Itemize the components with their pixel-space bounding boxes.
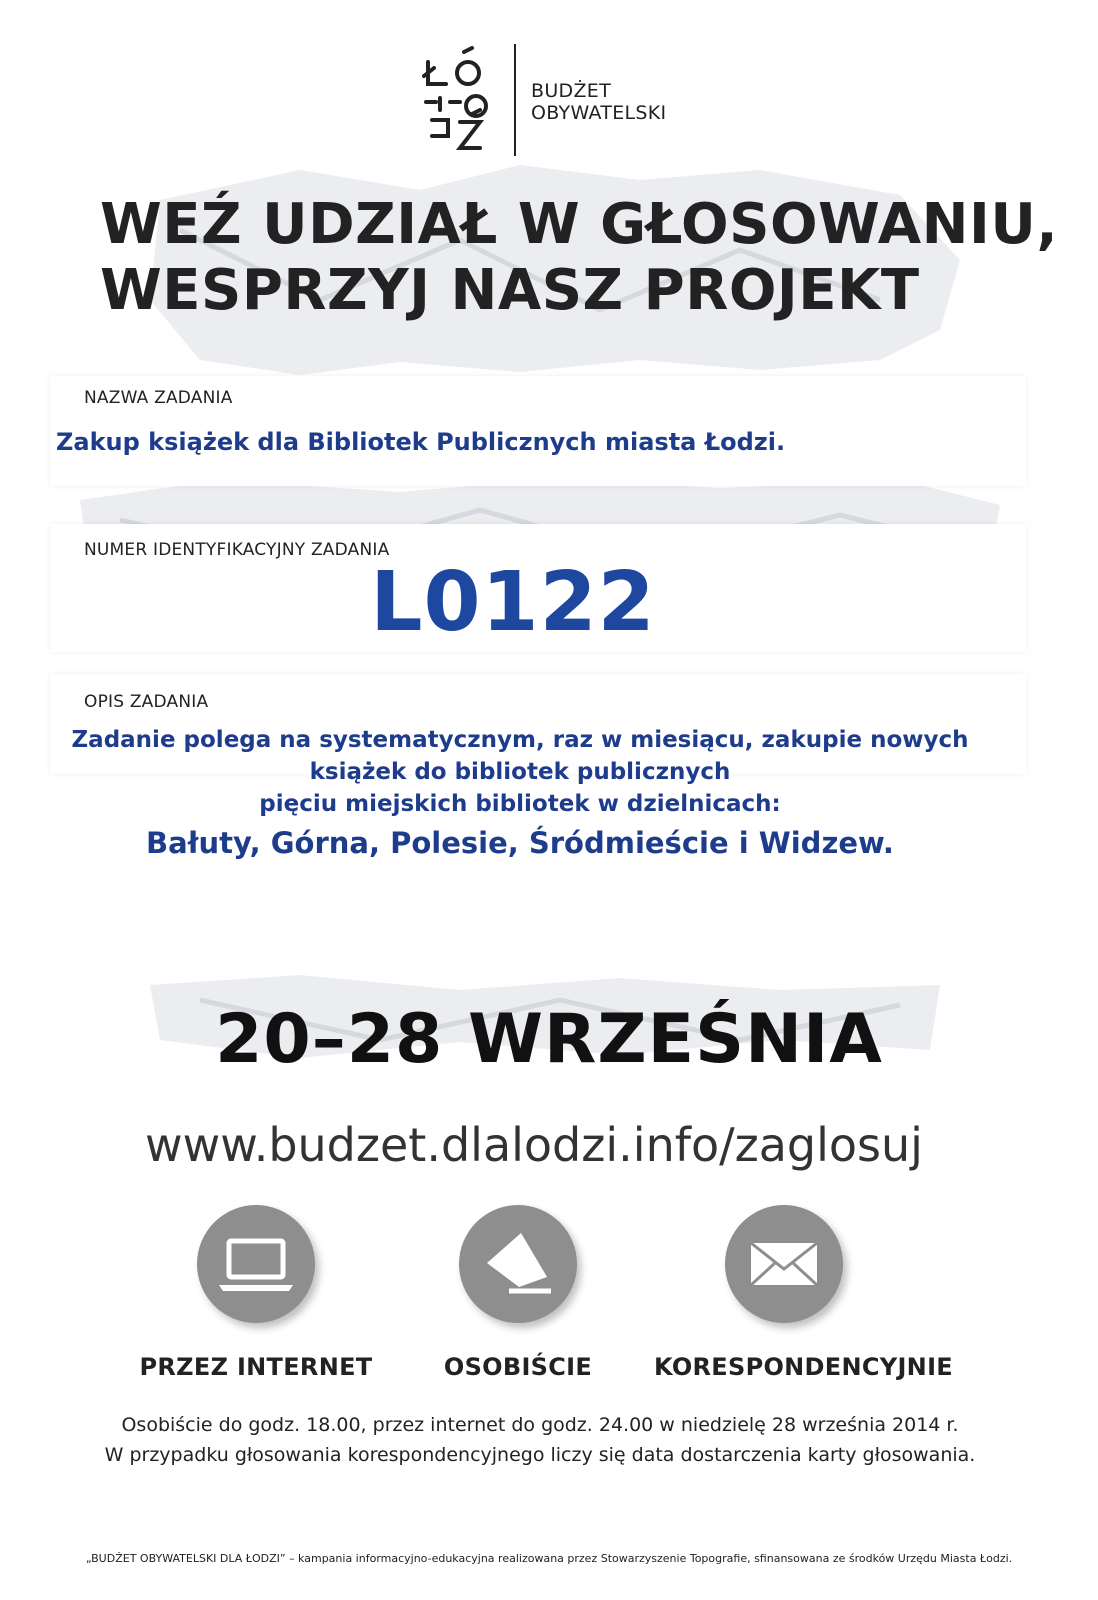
method-in-person: [388, 1205, 648, 1381]
task-name-value: Zakup książek dla Bibliotek Publicznych miasta Łodzi.: [56, 428, 786, 456]
method-in-person-label: OSOBIŚCIE: [443, 1353, 593, 1381]
logo-line-2: OBYWATELSKI: [531, 102, 667, 124]
method-internet-label: PRZEZ INTERNET: [139, 1353, 373, 1381]
notes-line-1: Osobiście do godz. 18.00, przez internet do godz. 24.00 w niedzielę 28 września 2014 r.: [121, 1414, 959, 1436]
voting-dates: 20–28 WRZEŚNIA: [215, 1000, 883, 1079]
lodz-logo-icon: [420, 40, 510, 160]
logo: [420, 40, 680, 160]
method-mail-label: KORESPONDENCYJNIE: [654, 1353, 953, 1381]
description-line-2: książek do bibliotek publicznych: [309, 759, 731, 785]
headline-line-2: WESPRZYJ NASZ PROJEKT: [100, 258, 920, 323]
voting-url[interactable]: www.budzet.dlalodzi.info/zaglosuj: [145, 1118, 923, 1172]
headline: [100, 192, 1059, 324]
description-line-4: Bałuty, Górna, Polesie, Śródmieście i Widzew.: [146, 826, 894, 860]
notes-line-2: W przypadku głosowania korespondencyjnego liczy się data dostarczenia karty głosowania.: [104, 1444, 976, 1466]
description-line-1: Zadanie polega na systematycznym, raz w miesiącu, zakupie nowych: [71, 727, 969, 753]
logo-divider: [514, 44, 516, 156]
task-id-value: L0122: [370, 555, 656, 650]
task-description: [0, 724, 1040, 866]
footer-credit: „BUDŻET OBYWATELSKI DLA ŁODZI” – kampania informacyjno-edukacyjna realizowana przez Stowarzyszenie Topografie, sfinansowana ze środków Urzędu Miasta Łodzi.: [85, 1552, 1013, 1565]
headline-line-1: WEŹ UDZIAŁ W GŁOSOWANIU,: [100, 192, 1059, 257]
task-id-label: NUMER IDENTYFIKACYJNY ZADANIA: [84, 540, 390, 560]
method-internet-circle: [197, 1205, 315, 1323]
method-internet: [126, 1205, 386, 1381]
description-line-3: pięciu miejskich bibliotek w dzielnicach:: [259, 791, 781, 817]
method-in-person-circle: [459, 1205, 577, 1323]
logo-line-1: BUDŻET: [531, 80, 611, 102]
method-mail-circle: [725, 1205, 843, 1323]
method-mail: [654, 1205, 953, 1381]
task-name-panel: [50, 376, 1026, 486]
task-description-label: OPIS ZADANIA: [84, 692, 209, 712]
logo-text: [531, 80, 666, 124]
laptop-icon: [197, 1205, 315, 1323]
voting-notes: [0, 1410, 1080, 1470]
envelope-icon: [725, 1205, 843, 1323]
task-name-label: NAZWA ZADANIA: [84, 388, 233, 408]
ballot-card-icon: [459, 1205, 577, 1323]
